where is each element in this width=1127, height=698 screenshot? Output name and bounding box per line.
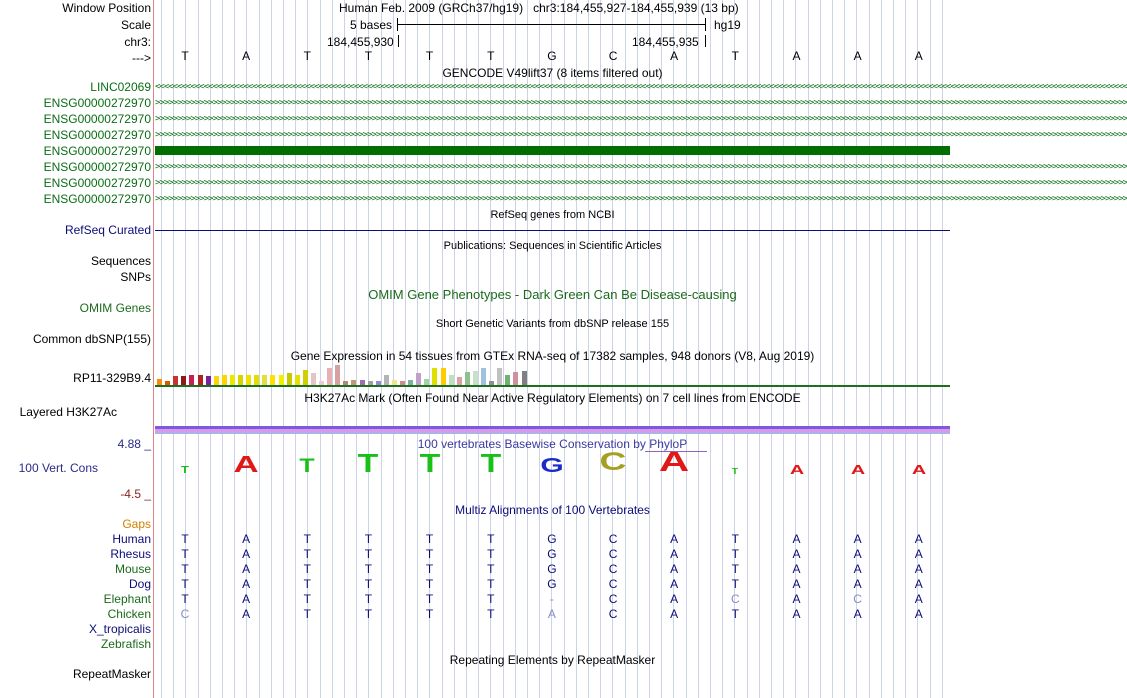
- reference-base: T: [364, 49, 373, 63]
- gene-feature-ensg[interactable]: >>>>>>>>>>>>>>>>>>>>>>>>>>>>>>>>>>>>>>>>>>>>>>>>>>>>>>>>>>>>>>>>>>>>>>>>>>>>>>>>>>>>>>>>>>>>>>>>>>>>>>>>>>>>>>>>>>>>>>>>>>>>>>>>>>>>>>>>>>>>>>>>>>>>>>>>>>>>>>>>>>>>>>>>>>>>>>>>>>>>>>>>>>>>>>>>>>>>>>>>>>>>>>>>>>>>>>>>>>>>: [155, 162, 1127, 172]
- alignment-base: A: [914, 607, 923, 621]
- gtex-tissue-bar[interactable]: [254, 375, 259, 385]
- alignment-base: T: [181, 547, 189, 561]
- gene-label-linc02069[interactable]: LINC02069: [90, 80, 151, 94]
- alignment-base: T: [487, 592, 495, 606]
- gtex-tissue-bar[interactable]: [262, 375, 267, 385]
- alignment-base: T: [364, 592, 373, 606]
- publications-track-title[interactable]: Publications: Sequences in Scientific Articles: [443, 240, 662, 252]
- omim-track-title[interactable]: OMIM Gene Phenotypes - Dark Green Can Be Disease-causing: [368, 287, 737, 302]
- alignment-base: T: [487, 607, 495, 621]
- gene-label-ensg[interactable]: ENSG00000272970: [43, 176, 151, 190]
- window-position-label[interactable]: Window Position: [62, 1, 151, 15]
- alignment-base: A: [853, 562, 862, 576]
- conservation-min-label: -4.5 _: [120, 487, 151, 501]
- gtex-tissue-bar[interactable]: [465, 372, 470, 385]
- alignment-base: C: [608, 562, 618, 576]
- coordinate-tick: [705, 35, 706, 47]
- alignment-base: T: [303, 607, 311, 621]
- alignment-base: C: [853, 592, 862, 606]
- gtex-tissue-bar[interactable]: [270, 375, 275, 385]
- alignment-base: A: [670, 547, 679, 561]
- alignment-base: A: [242, 562, 251, 576]
- alignment-base: A: [242, 547, 251, 561]
- reference-base: A: [914, 49, 923, 63]
- gtex-track-title[interactable]: Gene Expression in 54 tissues from GTEx RNA-seq of 17382 samples, 948 donors (V8, Aug 2019): [290, 349, 815, 363]
- scale-bar-tick-right: [705, 18, 706, 31]
- gtex-tissue-bar[interactable]: [335, 365, 340, 385]
- alignment-base: T: [425, 577, 434, 591]
- reference-base: T: [731, 49, 740, 63]
- browser-track-area[interactable]: [155, 0, 1127, 698]
- alignment-base: T: [487, 562, 495, 576]
- gtex-tissue-bar[interactable]: [214, 376, 219, 385]
- reference-base: A: [792, 49, 801, 63]
- conservation-logo-letter: A: [659, 446, 690, 477]
- conservation-logo-letter: A: [789, 461, 804, 477]
- reference-base: T: [425, 49, 434, 63]
- alignment-base: A: [792, 592, 801, 606]
- refseq-curated-label[interactable]: RefSeq Curated: [64, 223, 151, 237]
- track-label-column: [0, 0, 153, 698]
- gtex-tissue-bar[interactable]: [416, 373, 421, 385]
- gaps-label[interactable]: Gaps: [122, 517, 151, 531]
- gene-label-ensg[interactable]: ENSG00000272970: [43, 192, 151, 206]
- gtex-tissue-bar[interactable]: [206, 376, 211, 385]
- alignment-base: T: [731, 547, 740, 561]
- coordinate-left: 184,455,930: [327, 35, 394, 49]
- gencode-track-title[interactable]: GENCODE V49lift37 (8 items filtered out): [442, 66, 663, 80]
- species-label-mouse[interactable]: Mouse: [114, 562, 151, 576]
- gtex-tissue-bar[interactable]: [384, 375, 389, 385]
- conservation-logo-letter: T: [299, 455, 315, 477]
- multiz-track-title[interactable]: Multiz Alignments of 100 Vertebrates: [455, 503, 650, 517]
- coordinate-right: 184,455,935: [632, 35, 699, 49]
- reference-base: T: [181, 49, 189, 63]
- dbsnp-track-title[interactable]: Short Genetic Variants from dbSNP release 155: [435, 318, 670, 330]
- conservation-logo-letter: C: [599, 449, 627, 477]
- gtex-tissue-bar[interactable]: [473, 371, 478, 385]
- conservation-logo-letter: T: [181, 465, 189, 476]
- alignment-base: T: [364, 562, 373, 576]
- reference-base: A: [853, 49, 862, 63]
- alignment-base: C: [608, 547, 618, 561]
- alignment-base: T: [181, 577, 189, 591]
- conservation-logo-letter: A: [233, 450, 259, 477]
- alignment-base: A: [914, 532, 923, 546]
- sequences-label[interactable]: Sequences: [90, 254, 151, 268]
- reference-base: T: [303, 49, 311, 63]
- gene-feature-ensg[interactable]: >>>>>>>>>>>>>>>>>>>>>>>>>>>>>>>>>>>>>>>>>>>>>>>>>>>>>>>>>>>>>>>>>>>>>>>>>>>>>>>>>>>>>>>>>>>>>>>>>>>>>>>>>>>>>>>>>>>>>>>>>>>>>>>>>>>>>>>>>>>>>>>>>>>>>>>>>>>>>>>>>>>>>>>>>>>>>>>>>>>>>>>>>>>>>>>>>>>>>>>>>>>>>>>>>>>>>>>>>>>>: [155, 98, 1127, 108]
- strand-arrow-label[interactable]: --->: [132, 51, 151, 65]
- repeatmasker-track-title[interactable]: Repeating Elements by RepeatMasker: [449, 653, 656, 667]
- species-label-x-tropicalis[interactable]: X_tropicalis: [88, 622, 151, 636]
- alignment-base: A: [792, 532, 801, 546]
- conservation-logo-letter: T: [732, 467, 739, 476]
- alignment-base: T: [487, 532, 495, 546]
- refseq-gene-line[interactable]: [155, 230, 950, 231]
- reference-base: T: [487, 49, 495, 63]
- alignment-base: T: [487, 577, 495, 591]
- alignment-base: T: [425, 607, 434, 621]
- gtex-tissue-bar[interactable]: [198, 375, 203, 385]
- gtex-tissue-bar[interactable]: [522, 371, 527, 385]
- reference-base: G: [547, 49, 557, 63]
- scale-db: hg19: [714, 18, 741, 32]
- alignment-base: A: [853, 607, 862, 621]
- gtex-baseline: [155, 385, 950, 387]
- alignment-base: A: [670, 532, 679, 546]
- conservation-max-label: 4.88 _: [117, 437, 151, 451]
- gtex-tissue-bar[interactable]: [246, 375, 251, 385]
- alignment-base: T: [731, 532, 740, 546]
- gtex-tissue-bar[interactable]: [457, 377, 462, 385]
- conservation-logo-letter: T: [419, 448, 440, 478]
- coordinate-tick: [398, 35, 399, 47]
- gene-label-ensg[interactable]: ENSG00000272970: [43, 144, 151, 158]
- species-label-chicken[interactable]: Chicken: [107, 607, 151, 621]
- gtex-tissue-bar[interactable]: [449, 375, 454, 385]
- gtex-tissue-bar[interactable]: [295, 375, 300, 385]
- alignment-base: T: [425, 532, 434, 546]
- alignment-base: A: [914, 577, 923, 591]
- alignment-base: T: [364, 607, 373, 621]
- gtex-tissue-bar[interactable]: [327, 368, 332, 385]
- refseq-track-title[interactable]: RefSeq genes from NCBI: [490, 209, 615, 221]
- gtex-tissue-bar[interactable]: [238, 375, 243, 385]
- alignment-base: A: [547, 607, 556, 621]
- alignment-base: T: [181, 532, 189, 546]
- alignment-base: T: [181, 562, 189, 576]
- alignment-base: G: [547, 532, 557, 546]
- species-label-human[interactable]: Human: [112, 532, 151, 546]
- chr-label[interactable]: chr3:: [124, 35, 151, 49]
- species-label-rhesus[interactable]: Rhesus: [110, 547, 151, 561]
- reference-base: C: [608, 49, 618, 63]
- conservation-logo-letter: A: [911, 461, 926, 477]
- alignment-base: A: [670, 592, 679, 606]
- scale-label[interactable]: Scale: [120, 18, 151, 32]
- gtex-tissue-bar[interactable]: [222, 375, 227, 385]
- common-dbsnp-label[interactable]: Common dbSNP(155): [32, 332, 151, 346]
- alignment-base: A: [242, 532, 251, 546]
- alignment-base: A: [853, 577, 862, 591]
- alignment-base: C: [608, 607, 618, 621]
- gene-label-ensg[interactable]: ENSG00000272970: [43, 160, 151, 174]
- alignment-base: T: [303, 562, 311, 576]
- h3k27ac-track-title[interactable]: H3K27Ac Mark (Often Found Near Active Regulatory Elements) on 7 cell lines from ENCODE: [304, 391, 801, 405]
- layered-h3k27ac-label[interactable]: Layered H3K27Ac: [19, 405, 117, 419]
- gtex-expression-bars[interactable]: [155, 362, 555, 385]
- alignment-base: A: [914, 547, 923, 561]
- gene-feature-ensg[interactable]: >>>>>>>>>>>>>>>>>>>>>>>>>>>>>>>>>>>>>>>>>>>>>>>>>>>>>>>>>>>>>>>>>>>>>>>>>>>>>>>>>>>>>>>>>>>>>>>>>>>>>>>>>>>>>>>>>>>>>>>>>>>>>>>>>>>>>>>>>>>>>>>>>>>>>>>>>>>>>>>>>>>>>>>>>>>>>>>>>>>>>>>>>>>>>>>>>>>>>>>>>>>>>>>>>>>>>>>>>>>>: [155, 178, 1127, 188]
- conservation-track-title[interactable]: 100 vertebrates Basewise Conservation by PhyloP: [417, 437, 688, 451]
- assembly-title: Human Feb. 2009 (GRCh37/hg19) chr3:184,455,927-184,455,939 (13 bp): [339, 1, 739, 15]
- omim-genes-label[interactable]: OMIM Genes: [79, 301, 151, 315]
- alignment-base: C: [180, 607, 190, 621]
- gtex-tissue-bar[interactable]: [505, 375, 510, 385]
- gtex-tissue-bar[interactable]: [279, 375, 284, 385]
- gtex-tissue-bar[interactable]: [181, 376, 186, 385]
- species-label-elephant[interactable]: Elephant: [103, 592, 151, 606]
- alignment-base: C: [608, 577, 618, 591]
- gtex-gene-label[interactable]: RP11-329B9.4: [73, 371, 151, 385]
- alignment-base: T: [364, 532, 373, 546]
- conservation-logo-letter: A: [850, 461, 865, 477]
- alignment-base: T: [303, 547, 311, 561]
- alignment-base: G: [547, 577, 557, 591]
- alignment-base: T: [731, 577, 740, 591]
- gene-feature-ensg-exon[interactable]: [155, 146, 950, 155]
- gene-feature-linc02069[interactable]: <<<<<<<<<<<<<<<<<<<<<<<<<<<<<<<<<<<<<<<<<<<<<<<<<<<<<<<<<<<<<<<<<<<<<<<<<<<<<<<<<<<<<<<<<<<<<<<<<<<<<<<<<<<<<<<<<<<<<<<<<<<<<<<<<<<<<<<<<<<<<<<<<<<<<<<<<<<<<<<<<<<<<<<<<<<<<<<<<<<<<<<<<<<<<<<<<<<<<<<<<<<<<<<<<<<<<<<<<<<<: [155, 82, 1127, 92]
- scale-bar-tick-left: [397, 18, 398, 31]
- alignment-base: A: [792, 547, 801, 561]
- h3k27ac-signal[interactable]: [155, 432, 950, 434]
- alignment-base: A: [242, 592, 251, 606]
- alignment-base: T: [731, 562, 740, 576]
- alignment-base: C: [608, 532, 618, 546]
- alignment-base: A: [853, 547, 862, 561]
- gtex-tissue-bar[interactable]: [513, 372, 518, 385]
- gtex-tissue-bar[interactable]: [189, 375, 194, 385]
- alignment-base: A: [792, 577, 801, 591]
- alignment-base: T: [487, 547, 495, 561]
- conservation-logo-letter: T: [358, 448, 379, 478]
- gtex-tissue-bar[interactable]: [287, 373, 292, 385]
- reference-base: A: [670, 49, 679, 63]
- conservation-logo-letter: T: [480, 448, 502, 478]
- alignment-base: A: [242, 607, 251, 621]
- scale-bar-line: [397, 24, 705, 25]
- alignment-base: A: [914, 562, 923, 576]
- gtex-tissue-bar[interactable]: [441, 368, 446, 385]
- alignment-base: T: [303, 532, 311, 546]
- species-label-dog[interactable]: Dog: [128, 577, 151, 591]
- alignment-base: T: [364, 577, 373, 591]
- alignment-base: A: [242, 577, 251, 591]
- scale-text: 5 bases: [350, 18, 393, 32]
- gene-label-ensg[interactable]: ENSG00000272970: [43, 128, 151, 142]
- gtex-tissue-bar[interactable]: [432, 368, 437, 385]
- gtex-tissue-bar[interactable]: [303, 370, 308, 385]
- alignment-base: T: [731, 607, 740, 621]
- alignment-base: T: [364, 547, 373, 561]
- position-readout: chr3:184,455,927-184,455,939 (13 bp): [533, 1, 739, 15]
- alignment-base: T: [425, 562, 434, 576]
- alignment-base: A: [914, 592, 923, 606]
- gene-feature-ensg[interactable]: >>>>>>>>>>>>>>>>>>>>>>>>>>>>>>>>>>>>>>>>>>>>>>>>>>>>>>>>>>>>>>>>>>>>>>>>>>>>>>>>>>>>>>>>>>>>>>>>>>>>>>>>>>>>>>>>>>>>>>>>>>>>>>>>>>>>>>>>>>>>>>>>>>>>>>>>>>>>>>>>>>>>>>>>>>>>>>>>>>>>>>>>>>>>>>>>>>>>>>>>>>>>>>>>>>>>>>>>>>>>: [155, 194, 1127, 204]
- vert-cons-label[interactable]: 100 Vert. Cons: [18, 461, 98, 475]
- gene-feature-ensg[interactable]: >>>>>>>>>>>>>>>>>>>>>>>>>>>>>>>>>>>>>>>>>>>>>>>>>>>>>>>>>>>>>>>>>>>>>>>>>>>>>>>>>>>>>>>>>>>>>>>>>>>>>>>>>>>>>>>>>>>>>>>>>>>>>>>>>>>>>>>>>>>>>>>>>>>>>>>>>>>>>>>>>>>>>>>>>>>>>>>>>>>>>>>>>>>>>>>>>>>>>>>>>>>>>>>>>>>>>>>>>>>>: [155, 114, 1127, 124]
- alignment-base: A: [670, 607, 679, 621]
- alignment-base: T: [303, 592, 311, 606]
- alignment-base: T: [181, 592, 189, 606]
- gene-label-ensg[interactable]: ENSG00000272970: [43, 96, 151, 110]
- alignment-base: T: [303, 577, 311, 591]
- alignment-base: A: [792, 562, 801, 576]
- gtex-tissue-bar[interactable]: [497, 368, 502, 385]
- reference-base: A: [242, 49, 251, 63]
- alignment-base: A: [792, 607, 801, 621]
- gtex-tissue-bar[interactable]: [173, 376, 178, 385]
- alignment-base: T: [425, 547, 434, 561]
- alignment-base: A: [670, 577, 679, 591]
- species-label-zebrafish[interactable]: Zebrafish: [100, 637, 151, 651]
- gtex-tissue-bar[interactable]: [481, 368, 486, 385]
- alignment-base: G: [547, 562, 557, 576]
- alignment-base: A: [853, 532, 862, 546]
- gtex-tissue-bar[interactable]: [311, 373, 316, 385]
- alignment-base: C: [731, 592, 740, 606]
- repeatmasker-label[interactable]: RepeatMasker: [72, 667, 151, 681]
- alignment-base: -: [549, 592, 554, 606]
- gene-label-ensg[interactable]: ENSG00000272970: [43, 112, 151, 126]
- gtex-tissue-bar[interactable]: [230, 375, 235, 385]
- alignment-base: T: [425, 592, 434, 606]
- gene-feature-ensg[interactable]: >>>>>>>>>>>>>>>>>>>>>>>>>>>>>>>>>>>>>>>>>>>>>>>>>>>>>>>>>>>>>>>>>>>>>>>>>>>>>>>>>>>>>>>>>>>>>>>>>>>>>>>>>>>>>>>>>>>>>>>>>>>>>>>>>>>>>>>>>>>>>>>>>>>>>>>>>>>>>>>>>>>>>>>>>>>>>>>>>>>>>>>>>>>>>>>>>>>>>>>>>>>>>>>>>>>>>>>>>>>>: [155, 130, 1127, 140]
- alignment-base: G: [547, 547, 557, 561]
- alignment-base: C: [608, 592, 618, 606]
- snps-label[interactable]: SNPs: [120, 270, 151, 284]
- conservation-logo-letter: G: [540, 455, 564, 477]
- label-divider: [153, 0, 154, 698]
- alignment-base: A: [670, 562, 679, 576]
